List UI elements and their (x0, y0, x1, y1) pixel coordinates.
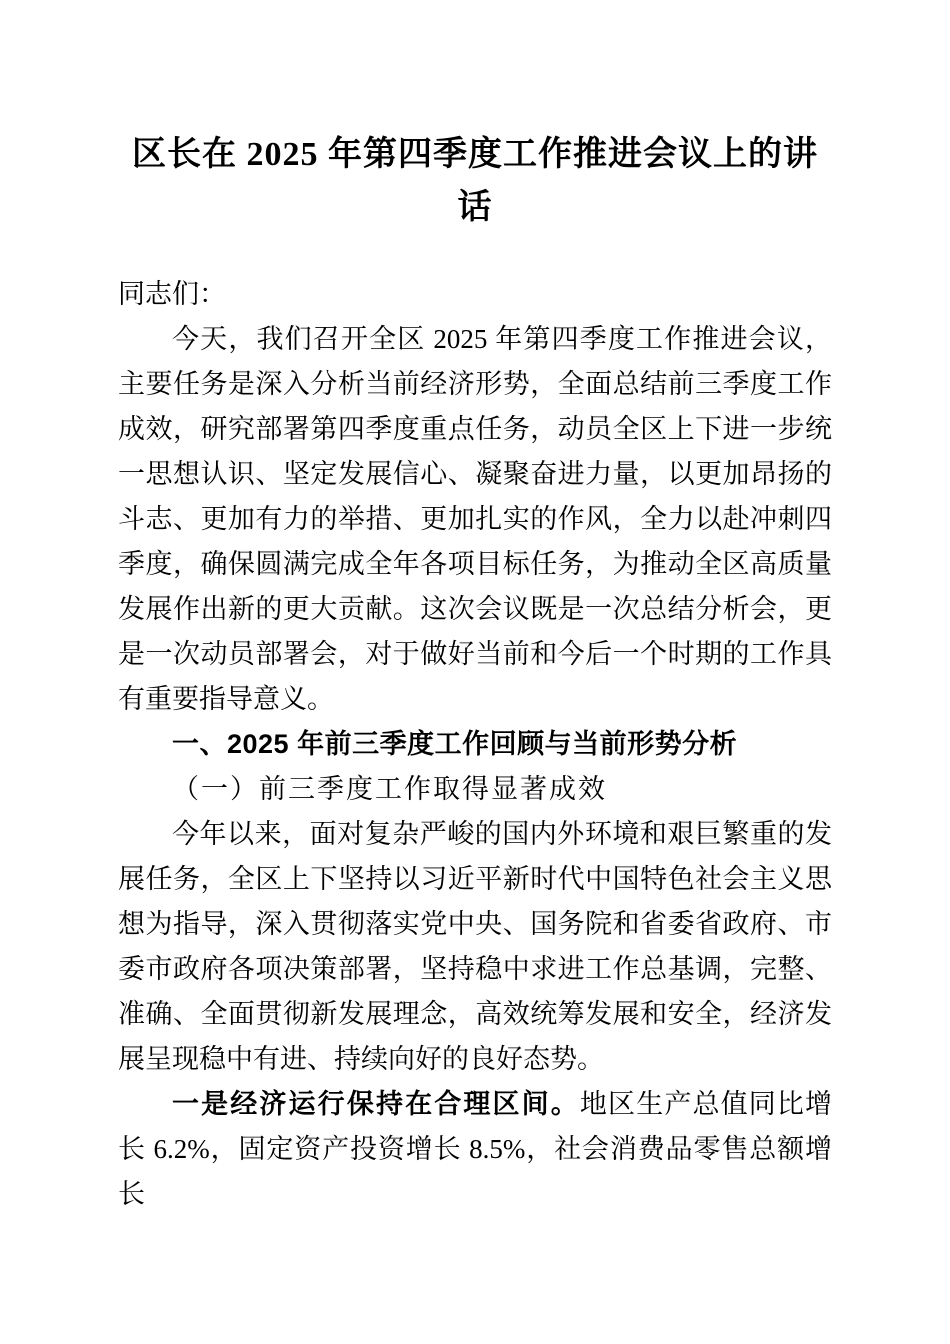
document-body (118, 272, 832, 1217)
document-title: 区长在 2025 年第四季度工作推进会议上的讲话 (132, 136, 818, 226)
salutation (118, 272, 832, 317)
text-run: 同志们： (118, 279, 226, 309)
text-run: 今天，我们召开全区 2025 年第四季度工作推进会议，主要任务是深入分析当前经济形势，全面总结前三季度工作成效，研究部署第四季度重点任务，动员全区上下进一步统一思想认识、坚定发展信心、凝聚奋进力量，以更加昂扬的斗志、更加有力的举措、更加扎实的作风，全力以赴冲刺四季度，确保圆满完成全年各项目标任务，为推动全区高质量发展作出新的更大贡献。这次会议既是一次总结分析会，更是一次动员部署会，对于做好当前和今后一个时期的工作具有重要指导意义。 (118, 324, 832, 714)
paragraph (118, 1082, 832, 1217)
subsection-heading (118, 767, 832, 812)
paragraph (118, 317, 832, 722)
paragraph (118, 812, 832, 1082)
text-run: （一）前三季度工作取得显著成效 (172, 774, 607, 804)
section-heading (118, 722, 832, 767)
text-run: 今年以来，面对复杂严峻的国内外环境和艰巨繁重的发展任务，全区上下坚持以习近平新时代中国特色社会主义思想为指导，深入贯彻落实党中央、国务院和省委省政府、市委市政府各项决策部署，坚持稳中求进工作总基调，完整、准确、全面贯彻新发展理念，高效统筹发展和安全，经济发展呈现稳中有进、持续向好的良好态势。 (118, 819, 832, 1074)
text-run: 地区生产总值同比增长 6.2%，固定资产投资增长 8.5%，社会消费品零售总额增长 (118, 1089, 833, 1209)
bold-lead-text: 一是经济运行保持在合理区间。 (172, 1089, 580, 1119)
text-run: 一、2025 年前三季度工作回顾与当前形势分析 (172, 729, 738, 759)
